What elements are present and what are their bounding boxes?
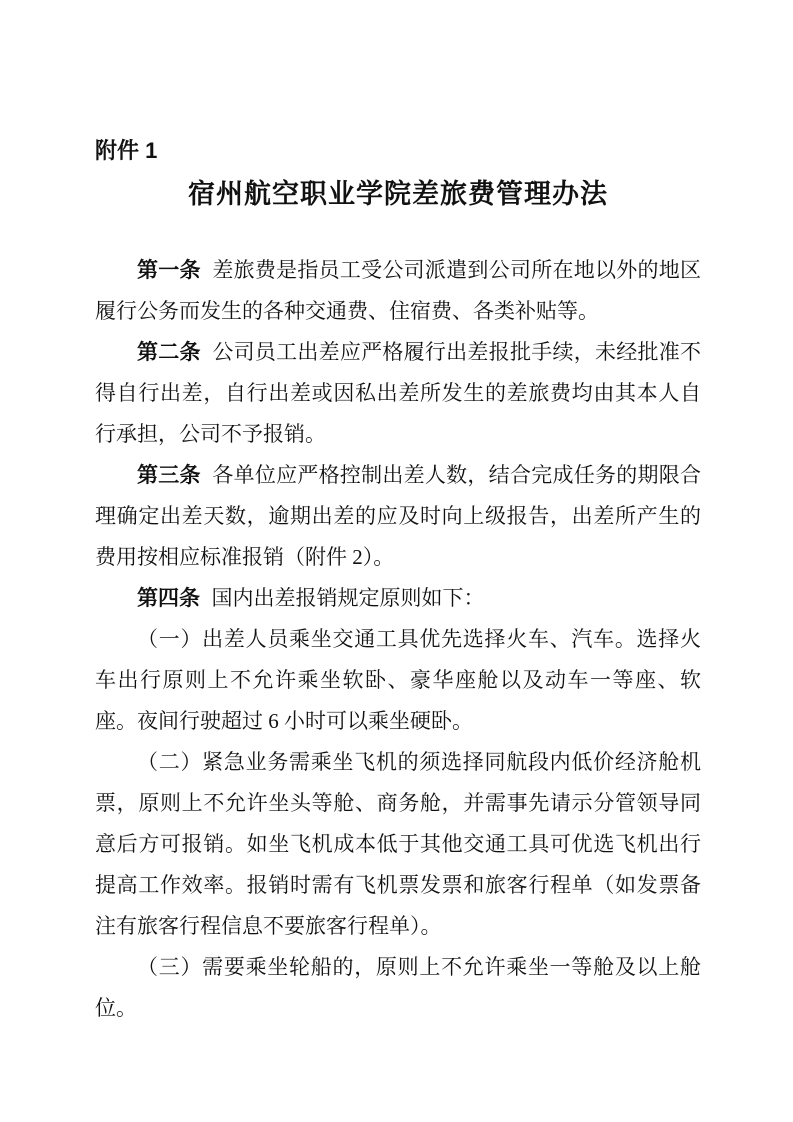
- clause-text: （一）出差人员乘坐交通工具优先选择火车、汽车。选择火车出行原则上不允许乘坐软卧、豪华座舱以及动车一等座、软座。夜间行驶超过 6 小时可以乘坐硬卧。: [95, 627, 701, 733]
- clause-term: 第三条: [137, 464, 201, 487]
- paragraph-subitem-3: [95, 947, 701, 1029]
- clause-text: （三）需要乘坐轮船的，原则上不允许乘坐一等舱及以上舱位。: [95, 955, 701, 1020]
- document-title: 宿州航空职业学院差旅费管理办法: [188, 179, 608, 209]
- document-content: [95, 136, 701, 1029]
- paragraph-subitem-2: [95, 742, 701, 947]
- clause-term: 第一条: [137, 259, 201, 282]
- paragraph-subitem-1: [95, 619, 701, 742]
- document-body: [95, 250, 701, 1029]
- clause-term: 第四条: [137, 587, 200, 610]
- paragraph-clause-2: [95, 332, 701, 455]
- clause-text: 国内出差报销规定原则如下：: [211, 586, 485, 610]
- clause-text: 各单位应严格控制出差人数，结合完成任务的期限合理确定出差天数，逾期出差的应及时向上级报告，出差所产生的费用按相应标准报销（附件 2）。: [95, 463, 702, 569]
- clause-text: 公司员工出差应严格履行出差报批手续，未经批准不得自行出差，自行出差或因私出差所发生的差旅费均由其本人自行承担，公司不予报销。: [95, 340, 702, 446]
- paragraph-clause-3: [95, 455, 701, 578]
- clause-text: 差旅费是指员工受公司派遣到公司所在地以外的地区履行公务而发生的各种交通费、住宿费、各类补贴等。: [95, 258, 702, 323]
- clause-term: 第二条: [137, 341, 201, 364]
- paragraph-clause-1: [95, 250, 701, 332]
- paragraph-clause-4: [95, 578, 701, 619]
- attachment-label: 附件 1: [95, 138, 158, 163]
- clause-text: （二）紧急业务需乘坐飞机的须选择同航段内低价经济舱机票，原则上不允许坐头等舱、商务舱，并需事先请示分管领导同意后方可报销。如坐飞机成本低于其他交通工具可优选飞机出行提高工作效率。报销时需有飞机票发票和旅客行程单（如发票备注有旅客行程信息不要旅客行程单）。: [95, 750, 701, 938]
